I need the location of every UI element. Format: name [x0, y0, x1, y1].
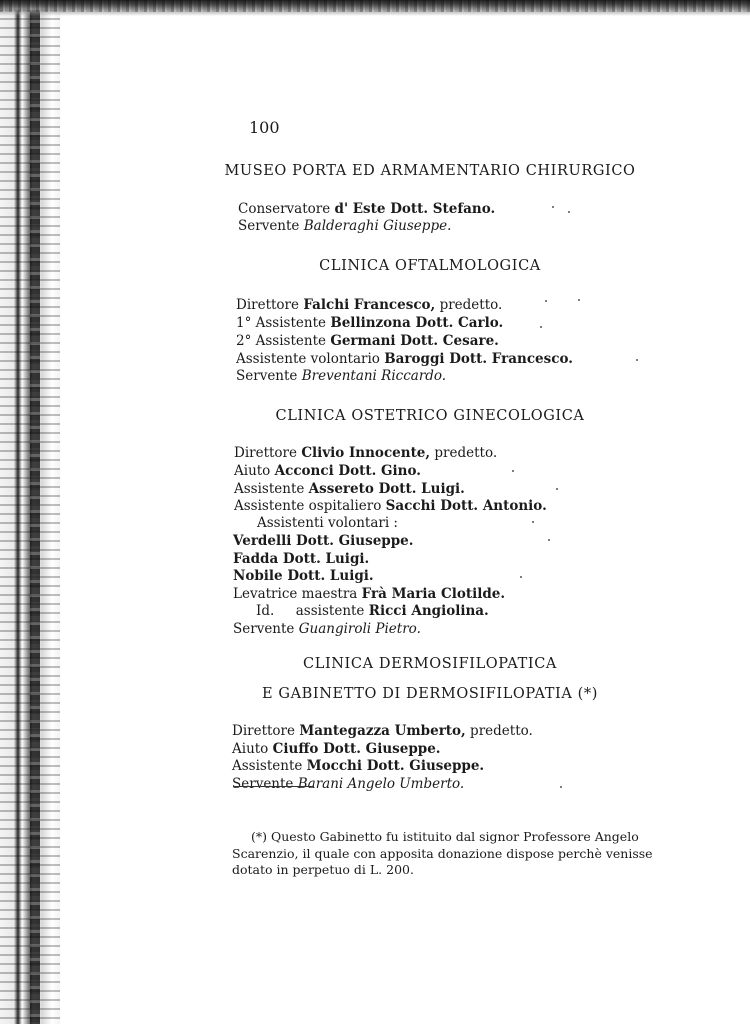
heading-dermo: CLINICA DERMOSIFILOPATICA	[303, 656, 557, 672]
scan-speck	[545, 300, 547, 302]
footnote-line: (*) Questo Gabinetto fu istituito dal signor Professore Angelo	[251, 829, 639, 844]
footnote-divider	[233, 786, 314, 787]
oftalmo-row	[236, 367, 446, 385]
footnote-line: dotato in perpetuo di L. 200.	[232, 862, 414, 877]
person-name: Balderaghi Giuseppe.	[303, 218, 452, 234]
museo-row	[238, 200, 495, 218]
role: Servente	[232, 776, 294, 792]
person-name: Germani Dott. Cesare.	[330, 333, 499, 349]
page-number: 100	[249, 118, 280, 137]
heading-museo: MUSEO PORTA ED ARMAMENTARIO CHIRURGICO	[224, 163, 636, 179]
person-name: Ciuffo Dott. Giuseppe.	[272, 741, 441, 757]
person-name: d' Este Dott. Stefano.	[334, 201, 496, 217]
scan-speck	[512, 470, 514, 472]
person-name: Barani Angelo Umberto.	[297, 776, 465, 792]
oftalmo-row	[236, 350, 573, 368]
role-2: assistente	[295, 603, 365, 619]
book-binding	[30, 0, 40, 1024]
role: 1° Assistente	[236, 315, 327, 331]
scan-speck	[560, 786, 562, 788]
person-name: Verdelli Dott. Giuseppe.	[233, 533, 414, 549]
oftalmo-row	[236, 332, 499, 350]
heading-ostetrico: CLINICA OSTETRICO GINECOLOGICA	[275, 408, 585, 424]
person-name: Mocchi Dott. Giuseppe.	[306, 758, 485, 774]
top-edge-noise	[0, 0, 750, 12]
ostetrico-row	[233, 620, 421, 638]
person-name: Nobile Dott. Luigi.	[233, 568, 374, 584]
oftalmo-row	[236, 296, 502, 314]
role: Direttore	[234, 445, 298, 461]
person-name: Sacchi Dott. Antonio.	[385, 498, 547, 514]
subheading-dermo: E GABINETTO DI DERMOSIFILOPATIA (*)	[262, 686, 598, 702]
person-name: Mantegazza Umberto,	[299, 723, 466, 739]
role: Servente	[233, 621, 295, 637]
ostetrico-row	[256, 602, 489, 620]
note: predetto.	[439, 297, 503, 313]
role: Direttore	[232, 723, 296, 739]
scan-speck	[556, 488, 558, 490]
oftalmo-row	[236, 314, 503, 332]
role: Assistente	[234, 481, 305, 497]
ostetrico-row	[233, 585, 505, 603]
person-name: Bellinzona Dott. Carlo.	[330, 315, 504, 331]
ostetrico-row	[233, 532, 413, 550]
role: Aiuto	[232, 741, 269, 757]
scan-speck	[540, 326, 542, 328]
role: Aiuto	[234, 463, 271, 479]
dermo-row	[232, 775, 464, 793]
person-name: Breventani Riccardo.	[301, 368, 447, 384]
person-name: Ricci Angiolina.	[368, 603, 489, 619]
role: Levatrice maestra	[233, 586, 358, 602]
role: Id.	[256, 603, 275, 619]
person-name: Guangiroli Pietro.	[298, 621, 421, 637]
scan-speck	[548, 539, 550, 541]
ostetrico-row	[234, 462, 421, 480]
footnote-line: Scarenzio, il quale con apposita donazione dispose perchè venisse	[232, 846, 653, 861]
note: predetto.	[470, 723, 533, 739]
role: Assistente volontario	[236, 351, 380, 367]
role: Conservatore	[238, 201, 331, 217]
dermo-row	[232, 722, 533, 740]
scan-speck	[532, 521, 534, 523]
person-name: Falchi Francesco,	[303, 297, 436, 313]
scan-speck	[552, 206, 554, 208]
dermo-row	[232, 740, 441, 758]
role: Assistente ospitaliero	[234, 498, 382, 514]
ostetrico-row	[234, 480, 465, 498]
dermo-row	[232, 757, 484, 775]
role: 2° Assistente	[236, 333, 327, 349]
scan-speck	[520, 576, 522, 578]
heading-oftalmologica: CLINICA OFTALMOLOGICA	[319, 258, 541, 274]
role: Servente	[236, 368, 298, 384]
ostetrico-subheading	[257, 514, 398, 532]
note: predetto.	[434, 445, 498, 461]
person-name: Baroggi Dott. Francesco.	[384, 351, 573, 367]
person-name: Clivio Innocente,	[301, 445, 431, 461]
person-name: Frà Maria Clotilde.	[361, 586, 506, 602]
scan-speck	[578, 299, 580, 301]
person-name: Fadda Dott. Luigi.	[233, 551, 370, 567]
role: Direttore	[236, 297, 300, 313]
ostetrico-row	[233, 550, 369, 568]
ostetrico-row	[233, 567, 374, 585]
scan-speck	[568, 211, 570, 213]
person-name: Assereto Dott. Luigi.	[308, 481, 465, 497]
role: Assistente	[232, 758, 303, 774]
ostetrico-row	[234, 444, 497, 462]
museo-row	[238, 217, 451, 235]
role: Assistenti volontari :	[257, 515, 398, 531]
ostetrico-row	[234, 497, 547, 515]
scan-speck	[636, 359, 638, 361]
person-name: Acconci Dott. Gino.	[274, 463, 421, 479]
role: Servente	[238, 218, 300, 234]
